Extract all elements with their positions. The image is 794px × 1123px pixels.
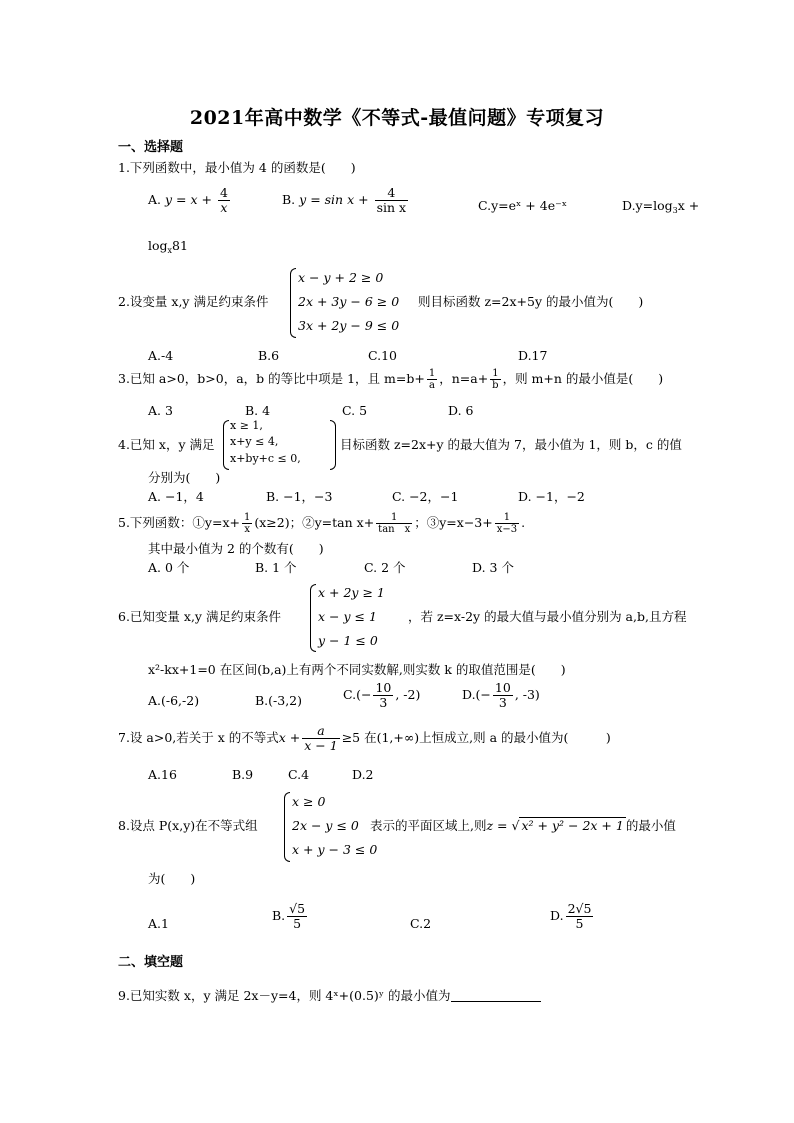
constraint-line: 2x + 3y − 6 ≥ 0 <box>298 294 400 309</box>
question-5-option: B. 1 个 <box>255 560 297 575</box>
option-b-fraction: $\frac{4}{\text{sin x}}$ <box>376 185 407 215</box>
question-4-option: D. −1，−2 <box>518 489 585 504</box>
constraint-line: y − 1 ≤ 0 <box>318 633 378 648</box>
question-2-option: A.-4 <box>148 348 174 363</box>
question-1-option-a <box>148 186 232 215</box>
question-7-option: A.16 <box>148 767 177 782</box>
constraint-line: x − y + 2 ≥ 0 <box>298 270 384 285</box>
question-8-stem: 8.设点 P(x,y)在不等式组 <box>118 818 258 833</box>
question-2-stem: 2.设变量 x,y 满足约束条件 <box>118 294 269 309</box>
right-brace <box>330 420 336 470</box>
question-7-option: C.4 <box>288 767 310 782</box>
question-3-option: D. 6 <box>448 403 474 418</box>
option-a-fraction: $\frac{4}{x}$ <box>219 185 228 215</box>
left-brace <box>290 268 296 338</box>
question-4-line2: 分别为( ) <box>148 470 221 485</box>
left-brace <box>310 584 316 652</box>
question-4-stem: 4.已知 x，y 满足 <box>118 437 215 452</box>
question-8-option-d: D. $\frac{2√5}{5}$ <box>550 901 592 931</box>
question-5-option: C. 2 个 <box>364 560 406 575</box>
question-7-stem: 7.设 a>0,若关于 x 的不等式x + $\frac{a}{x - 1}$ ≥5 在(1,+∞)上恒成立,则 a 的最小值为( ) <box>118 723 611 753</box>
question-6-line2: x²-kx+1=0 在区间(b,a)上有两个不同实数解,则实数 k 的取值范围是( ) <box>148 662 566 677</box>
question-1-option-c: C.y=eˣ + 4e⁻ˣ <box>478 198 567 213</box>
fraction: $\frac{1}{x}$ <box>244 512 251 535</box>
question-3-option: C. 5 <box>342 403 368 418</box>
question-1-option-b <box>282 186 410 215</box>
question-3-option: B. 4 <box>245 403 271 418</box>
question-8-option-b: B. $\frac{√5}{5}$ <box>272 901 306 931</box>
question-6-stem: 6.已知变量 x,y 满足约束条件 <box>118 609 281 624</box>
left-brace <box>284 792 290 862</box>
constraint-line: x + 2y ≥ 1 <box>318 585 385 600</box>
fraction: $\frac{1}{x-3}$ <box>496 512 518 535</box>
question-7-option: D.2 <box>352 767 374 782</box>
question-5-stem: 5.下列函数：①y=x+ $\frac{1}{x}$ (x≥2)；②y=tan x+ $\frac{1}{\text{tan x}}$ ；③y=x−3+ $\frac{1}{x-3}$ . <box>118 512 526 535</box>
option-b-expr: y = sin x + <box>299 191 369 207</box>
question-4-tail: 目标函数 z=2x+y 的最大值为 7，最小值为 1，则 b，c 的值 <box>340 437 682 452</box>
question-4-option: B. −1，−3 <box>266 489 333 504</box>
question-1-option-d-cont: $\log_x81$ <box>148 238 188 255</box>
fraction: $\frac{1}{a}$ <box>428 368 436 391</box>
constraint-line: x ≥ 1, <box>230 419 263 432</box>
fraction: $\frac{1}{b}$ <box>492 368 499 391</box>
fraction: $\frac{10}{3}$ <box>494 680 511 710</box>
option-a-expr: y = x + <box>165 191 212 207</box>
question-6-option-c: C.(− $\frac{10}{3}$ , -2) <box>343 680 421 710</box>
question-8-line2: 为( ) <box>148 871 196 886</box>
answer-blank[interactable] <box>451 989 541 1002</box>
question-2-tail: 则目标函数 z=2x+5y 的最小值为( ) <box>418 294 644 309</box>
question-2-option: D.17 <box>518 348 548 363</box>
page-title: 2021年高中数学《不等式-最值问题》专项复习 <box>189 107 605 129</box>
question-5-line2: 其中最小值为 2 的个数有( ) <box>148 541 324 556</box>
fraction: $\frac{√5}{5}$ <box>289 901 306 931</box>
question-1-option-d: $D.y=\log_3x$ + <box>622 198 700 215</box>
question-6-option-a: A.(-6,-2) <box>148 693 200 708</box>
question-6-option-b: B.(-3,2) <box>255 693 303 708</box>
question-8-option-a: A.1 <box>148 916 169 931</box>
option-a-label: A. <box>148 191 162 207</box>
section-heading-choice: 一、选择题 <box>118 140 184 155</box>
question-1-stem: 1.下列函数中，最小值为 4 的函数是( ) <box>118 160 356 175</box>
radicand: x² + y² − 2x + 1 <box>521 818 624 833</box>
question-8-mid: 表示的平面区域上,则z = √ x² + y² − 2x + 1 的最小值 <box>370 818 676 833</box>
question-4-option: C. −2，−1 <box>392 489 459 504</box>
section-heading-fill: 二、填空题 <box>118 955 184 970</box>
constraint-line: 2x − y ≤ 0 <box>292 818 359 833</box>
question-8-option-c: C.2 <box>410 916 432 931</box>
fraction: $\frac{10}{3}$ <box>375 680 392 710</box>
question-5-option: D. 3 个 <box>472 560 514 575</box>
constraint-line: x ≥ 0 <box>292 794 326 809</box>
question-6-option-d: D.(− $\frac{10}{3}$ , -3) <box>462 680 540 710</box>
constraint-line: x+y ≤ 4, <box>230 435 279 448</box>
question-6-tail: ，若 z=x-2y 的最大值与最小值分别为 a,b,且方程 <box>408 609 687 624</box>
constraint-line: x + y − 3 ≤ 0 <box>292 842 378 857</box>
question-7-option: B.9 <box>232 767 254 782</box>
left-brace <box>223 420 229 470</box>
fraction: $\frac{a}{x - 1}$ <box>304 723 338 753</box>
fraction: $\frac{2√5}{5}$ <box>567 901 592 931</box>
question-9-stem: 9.已知实数 x，y 满足 2x－y=4，则 4ˣ+(0.5)ʸ 的最小值为 <box>118 988 541 1004</box>
constraint-line: 3x + 2y − 9 ≤ 0 <box>298 318 400 333</box>
constraint-line: x+by+c ≤ 0, <box>230 452 301 465</box>
question-2-option: B.6 <box>258 348 280 363</box>
question-3-stem: 3.已知 a>0，b>0，a，b 的等比中项是 1，且 m=b+ $\frac{1}{a}$ ，n=a+ $\frac{1}{b}$ ，则 m+n 的最小值是( ) <box>118 368 664 391</box>
option-b-label: B. <box>282 191 296 207</box>
question-3-option: A. 3 <box>148 403 173 418</box>
question-5-option: A. 0 个 <box>148 560 190 575</box>
fraction: $\frac{1}{\text{tan x}}$ <box>378 512 411 535</box>
question-2-option: C.10 <box>368 348 397 363</box>
question-4-option: A. −1，4 <box>148 489 204 504</box>
constraint-line: x − y ≤ 1 <box>318 609 377 624</box>
